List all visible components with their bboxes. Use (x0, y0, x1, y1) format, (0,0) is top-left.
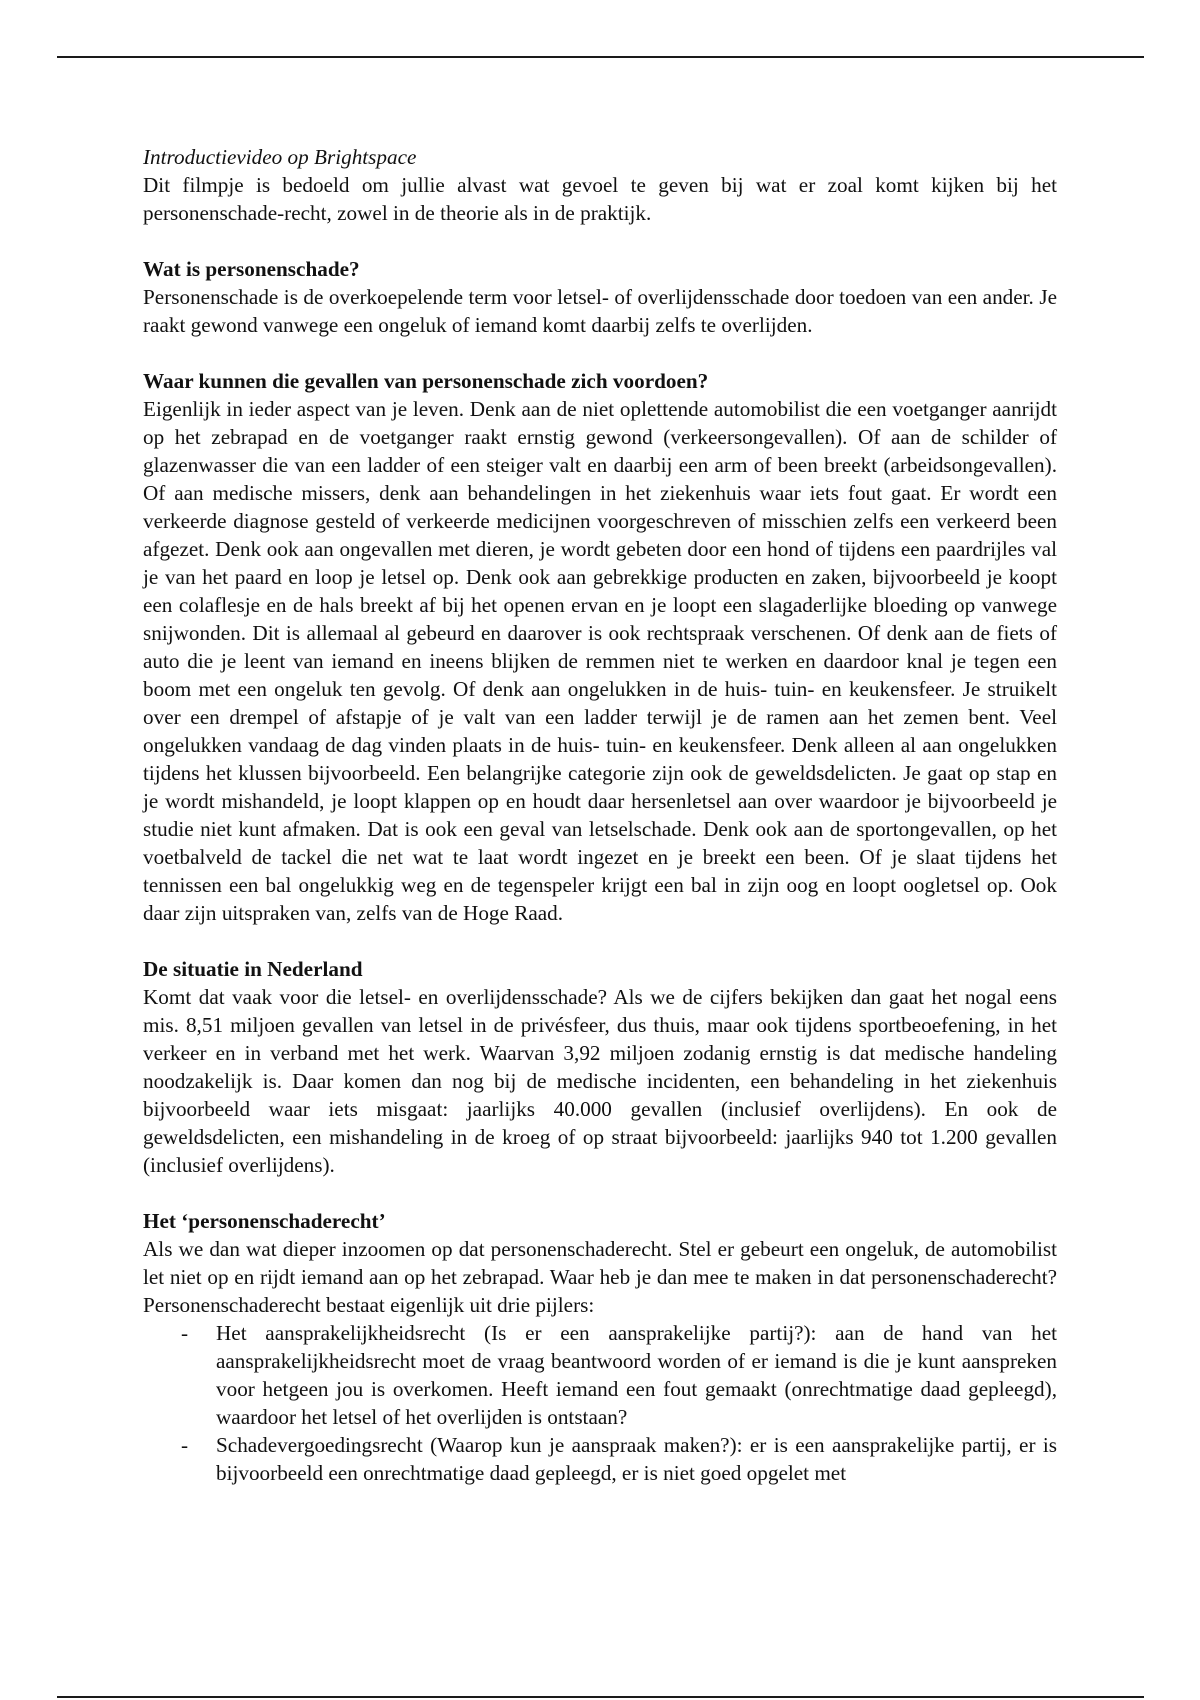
section-where (143, 367, 1057, 927)
header-rule (57, 56, 1144, 58)
section-heading: Wat is personenschade? (143, 257, 360, 281)
section-heading: De situatie in Nederland (143, 957, 363, 981)
pillar-item (143, 1431, 1057, 1487)
section-what-is (143, 255, 1057, 339)
section-paragraph: Als we dan wat dieper inzoomen op dat personenschaderecht. Stel er gebeurt een ongeluk, de automobilist let niet op en rijdt iemand aan op het zebrapad. Waar heb je dan mee te maken in dat personenschaderecht? Personenschaderecht bestaat eigenlijk uit drie pijlers: (143, 1237, 1057, 1317)
pillar-list (143, 1319, 1057, 1487)
section-personenschaderecht (143, 1207, 1057, 1487)
bullet-dash: - (181, 1321, 189, 1345)
intro-title: Introductievideo op Brightspace (143, 145, 417, 169)
pillar-text: Het aansprakelijkheidsrecht (Is er een aansprakelijke partij?): aan de hand van het aansprakelijkheidsrecht moet de vraag beantwoord worden of er iemand is die je kunt aanspreken voor hetgeen jou is overkomen. Heeft iemand een fout gemaakt (onrechtmatige daad gepleegd), waardoor het letsel of het overlijden is ontstaan? (216, 1321, 1057, 1429)
section-heading: Waar kunnen die gevallen van personenschade zich voordoen? (143, 369, 709, 393)
footer-rule (57, 1696, 1144, 1698)
pillar-item (143, 1319, 1057, 1431)
pillar-text: Schadevergoedingsrecht (Waarop kun je aanspraak maken?): er is een aansprakelijke partij, er is bijvoorbeeld een onrechtmatige daad gepleegd, er is niet goed opgelet met (216, 1433, 1057, 1485)
intro-section (143, 143, 1057, 227)
bullet-dash: - (181, 1433, 189, 1457)
section-paragraph: Personenschade is de overkoepelende term voor letsel- of overlijdensschade door toedoen van een ander. Je raakt gewond vanwege een ongeluk of iemand komt daarbij zelfs te overlijden. (143, 285, 1057, 337)
section-netherlands (143, 955, 1057, 1179)
document-body (143, 143, 1057, 1487)
section-paragraph: Eigenlijk in ieder aspect van je leven. Denk aan de niet oplettende automobilist die een voetganger aanrijdt op het zebrapad en de voetganger raakt ernstig gewond (verkeersongevallen). Of aan de schilder of glazenwasser die van een ladder of een steiger valt en daarbij een arm of been breekt (arbeidsongevallen). Of aan medische missers, denk aan behandelingen in het ziekenhuis waar iets fout gaat. Er wordt een verkeerde diagnose gesteld of verkeerde medicijnen voorgeschreven of misschien zelfs een verkeerd been afgezet. Denk ook aan ongevallen met dieren, je wordt gebeten door een hond of tijdens een paardrijles val je van het paard en loop je letsel op. Denk ook aan gebrekkige producten en zaken, bijvoorbeeld je koopt een colaflesje en de hals breekt af bij het openen ervan en je loopt een slagaderlijke bloeding op vanwege snijwonden. Dit is allemaal al gebeurd en daarover is ook rechtspraak verschenen. Of denk aan de fiets of auto die je leent van iemand en ineens blijken de remmen niet te werken en daardoor knal je tegen een boom met een ongeluk ten gevolg. Of denk aan ongelukken in de huis- tuin- en keukensfeer. Je struikelt over een drempel of afstapje of je valt van een ladder terwijl je de ramen aan het zemen bent. Veel ongelukken vandaag de dag vinden plaats in de huis- tuin- en keukensfeer. Denk alleen al aan ongelukken tijdens het klussen bijvoorbeeld. Een belangrijke categorie zijn ook de geweldsdelicten. Je gaat op stap en je wordt mishandeld, je loopt klappen op en houdt daar hersenletsel aan over waardoor je bijvoorbeeld je studie niet kunt afmaken. Dat is ook een geval van letselschade. Denk ook aan de sportongevallen, op het voetbalveld de tackel die net wat te laat wordt ingezet en je breekt een been. Of je slaat tijdens het tennissen een bal ongelukkig weg en de tegenspeler krijgt een bal in zijn oog en loopt oogletsel op. Ook daar zijn uitspraken van, zelfs van de Hoge Raad. (143, 397, 1057, 925)
section-heading: Het ‘personenschaderecht’ (143, 1209, 386, 1233)
intro-paragraph: Dit filmpje is bedoeld om jullie alvast wat gevoel te geven bij wat er zoal komt kijken bij het personenschade-recht, zowel in de theorie als in de praktijk. (143, 173, 1057, 225)
section-paragraph: Komt dat vaak voor die letsel- en overlijdensschade? Als we de cijfers bekijken dan gaat het nogal eens mis. 8,51 miljoen gevallen van letsel in de privésfeer, dus thuis, maar ook tijdens sportbeoefening, in het verkeer en in verband met het werk. Waarvan 3,92 miljoen zodanig ernstig is dat medische handeling noodzakelijk is. Daar komen dan nog bij de medische incidenten, een behandeling in het ziekenhuis bijvoorbeeld waar iets misgaat: jaarlijks 40.000 gevallen (inclusief overlijdens). En ook de geweldsdelicten, een mishandeling in de kroeg of op straat bijvoorbeeld: jaarlijks 940 tot 1.200 gevallen (inclusief overlijdens). (143, 985, 1057, 1177)
